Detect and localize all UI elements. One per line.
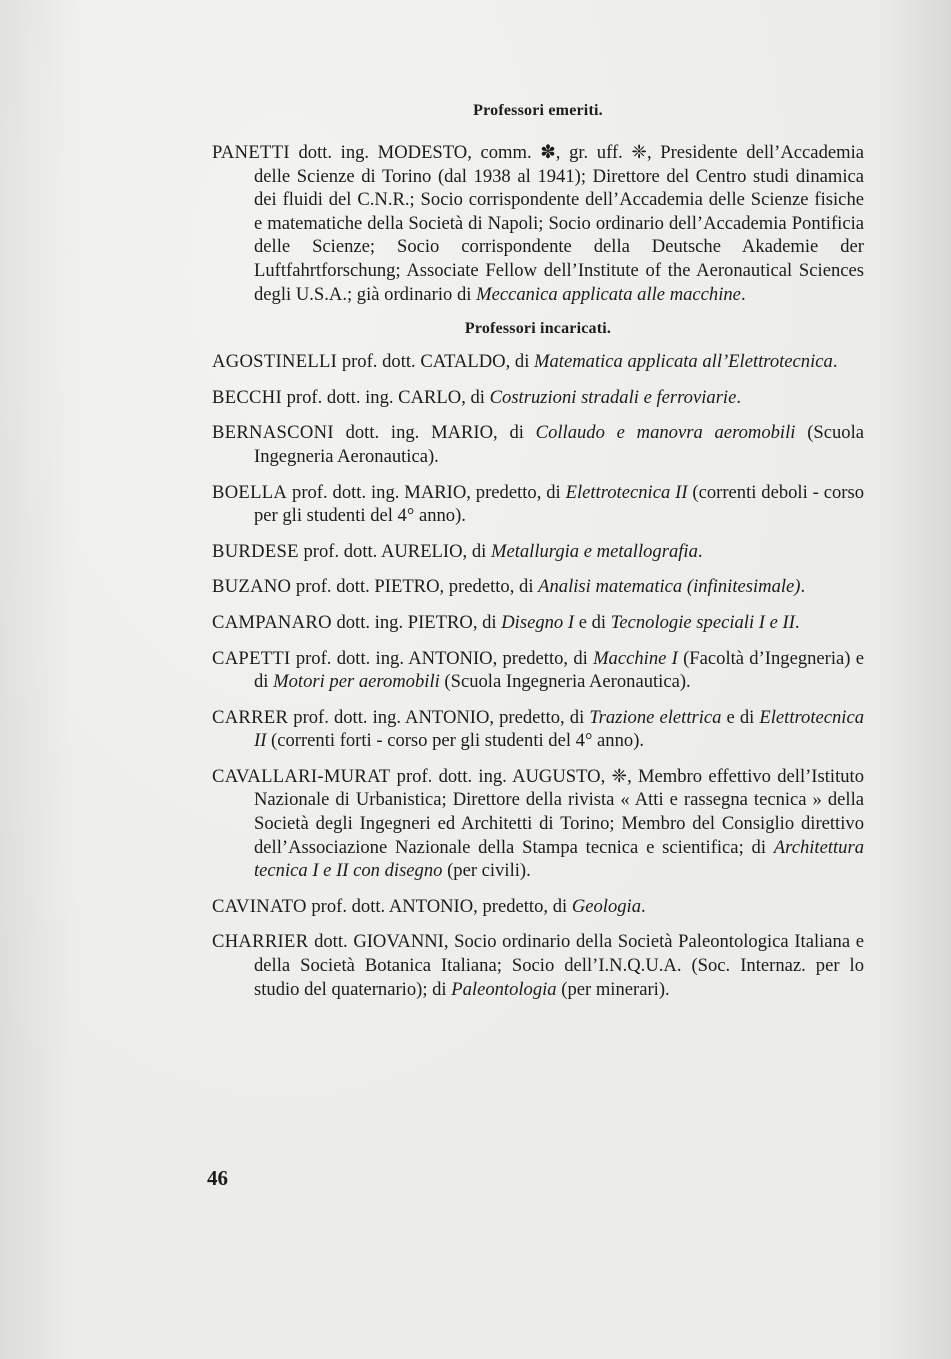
entry-capetti: [212, 647, 864, 694]
entry-text: (per minerari).: [556, 978, 670, 1000]
entry-name: BERNASCONI: [212, 422, 334, 444]
entry-course: Matematica applicata all’Elettrotecnica: [534, 351, 833, 373]
entry-text: (Scuola Ingegneria Aeronautica).: [439, 671, 691, 693]
entry-text: dott. ing. MARIO, di: [333, 422, 536, 444]
entry-text: .: [736, 386, 742, 408]
entry-text: .: [641, 895, 646, 917]
entry-text: .: [800, 576, 806, 598]
entry-charrier: [212, 930, 864, 1001]
entry-name: PANETTI: [212, 142, 290, 163]
entry-text: prof. dott. ANTONIO, predetto, di: [306, 895, 572, 917]
entry-course: Macchine I: [593, 647, 678, 669]
entry-text: e di: [721, 706, 760, 728]
entry-text: prof. dott. ing. MARIO, predetto, di: [287, 481, 566, 503]
entry-text: prof. dott. ing. ANTONIO, predetto, di: [290, 647, 594, 669]
entry-course: Metallurgia e metallografia: [490, 540, 698, 562]
entry-boella: [212, 481, 864, 528]
entry-text: prof. dott. CATALDO, di: [337, 351, 535, 373]
page-number: 46: [207, 1166, 228, 1190]
section-heading-incaricati: Professori incaricati.: [464, 320, 612, 338]
entry-course: Geologia: [571, 895, 642, 917]
entry-burdese: [212, 540, 864, 564]
entry-text: dott. ing. MODESTO, comm. ✽, gr. uff. ❈, Presidente dell’Accademia delle Scienze di Torino (dal 1938 al 1941); Direttore del Centro studi dinamica dei fluidi del C.N.R.; Socio corrispondente dell’Accademia delle Scienze fisiche e matematiche della Società di Napoli; Socio ordinario dell’Accademia Pontificia delle Scienze; Socio corrispondente della Deutsche Akademie der Luftfahrtforschung; Associate Fellow dell’Institute of the Aeronautical Sciences degli U.S.A.; già ordinario di: [254, 142, 864, 305]
entry-name: CAMPANARO: [212, 611, 332, 633]
entry-agostinelli: [212, 350, 864, 374]
entry-bernasconi: [212, 421, 864, 468]
entry-course: Paleontologia: [451, 978, 557, 1000]
entry-text: .: [740, 283, 746, 305]
entry-text: prof. dott. PIETRO, predetto, di: [291, 576, 539, 598]
entry-course: Collaudo e manovra aeromobili: [535, 422, 796, 444]
entry-panetti: [212, 141, 864, 306]
entry-text: prof. dott. AURELIO, di: [298, 540, 491, 562]
entry-text: prof. dott. ing. AUGUSTO, ❈, Membro effettivo dell’Istituto Nazionale di Urbanistica; Direttore della rivista « Atti e rassegna tecnica » della Società degli Ingegneri ed Architetti di Torino; Membro del Consiglio direttivo dell’Associazione Nazionale della Stampa tecnica e scientifica; di: [254, 765, 864, 858]
entry-name: BOELLA: [212, 481, 288, 503]
entry-course: Elettrotecnica II: [565, 481, 688, 503]
entry-name: CAVALLARI-MURAT: [212, 765, 391, 787]
entry-course: Trazione elettrica: [589, 706, 722, 728]
entry-text: (correnti deboli - corso per gli studenti del 4° anno).: [254, 481, 865, 527]
entry-course: Tecnologie speciali I e II: [610, 611, 795, 633]
entry-becchi: [212, 386, 864, 410]
entry-text: dott. GIOVANNI, Socio ordinario della Società Paleontologica Italiana e della Società Botanica Italiana; Socio dell’I.N.Q.U.A. (Soc. Internaz. per lo studio del quaternario); di: [254, 931, 864, 1000]
entry-course: Analisi matematica (infinitesimale): [538, 576, 801, 598]
section-heading-emeriti: Professori emeriti.: [473, 102, 603, 119]
page-content: [212, 100, 864, 1013]
entry-text: (Facoltà d’Ingegneria) e di: [254, 647, 865, 693]
entry-name: BECCHI: [212, 386, 282, 408]
entry-carrer: [212, 706, 864, 753]
entry-name: AGOSTINELLI: [212, 351, 338, 373]
entry-text: e di: [574, 611, 611, 633]
entry-name: CARRER: [212, 706, 289, 728]
entry-course: Architettura tecnica I e II con disegno: [254, 836, 864, 882]
entry-name: BURDESE: [212, 540, 299, 562]
entry-name: CAPETTI: [212, 647, 291, 669]
entry-course: Motori per aeromobili: [273, 671, 440, 693]
entry-cavinato: [212, 895, 864, 919]
entry-text: (correnti forti - corso per gli studenti del 4° anno).: [266, 730, 645, 752]
entry-name: CAVINATO: [212, 895, 307, 917]
entry-name: CHARRIER: [212, 931, 309, 953]
entry-text: (per civili).: [442, 860, 531, 882]
entry-text: (Scuola Ingegneria Aeronautica).: [254, 422, 864, 467]
entry-name: BUZANO: [212, 576, 292, 598]
entry-text: .: [697, 540, 703, 562]
entry-text: prof. dott. ing. CARLO, di: [281, 386, 490, 408]
entry-campanaro: [212, 611, 864, 635]
entry-buzano: [212, 575, 864, 599]
entry-course: Elettrotecnica II: [254, 706, 865, 752]
entry-cavallari-murat: [212, 765, 864, 883]
entry-course: Costruzioni stradali e ferroviarie: [489, 386, 737, 408]
entry-text: prof. dott. ing. ANTONIO, predetto, di: [288, 706, 590, 728]
entry-course: Disegno I: [501, 611, 575, 633]
entry-text: .: [794, 611, 800, 633]
entry-course: Meccanica applicata alle macchine: [476, 283, 741, 305]
entry-text: .: [832, 351, 838, 373]
entry-text: dott. ing. PIETRO, di: [331, 611, 502, 633]
